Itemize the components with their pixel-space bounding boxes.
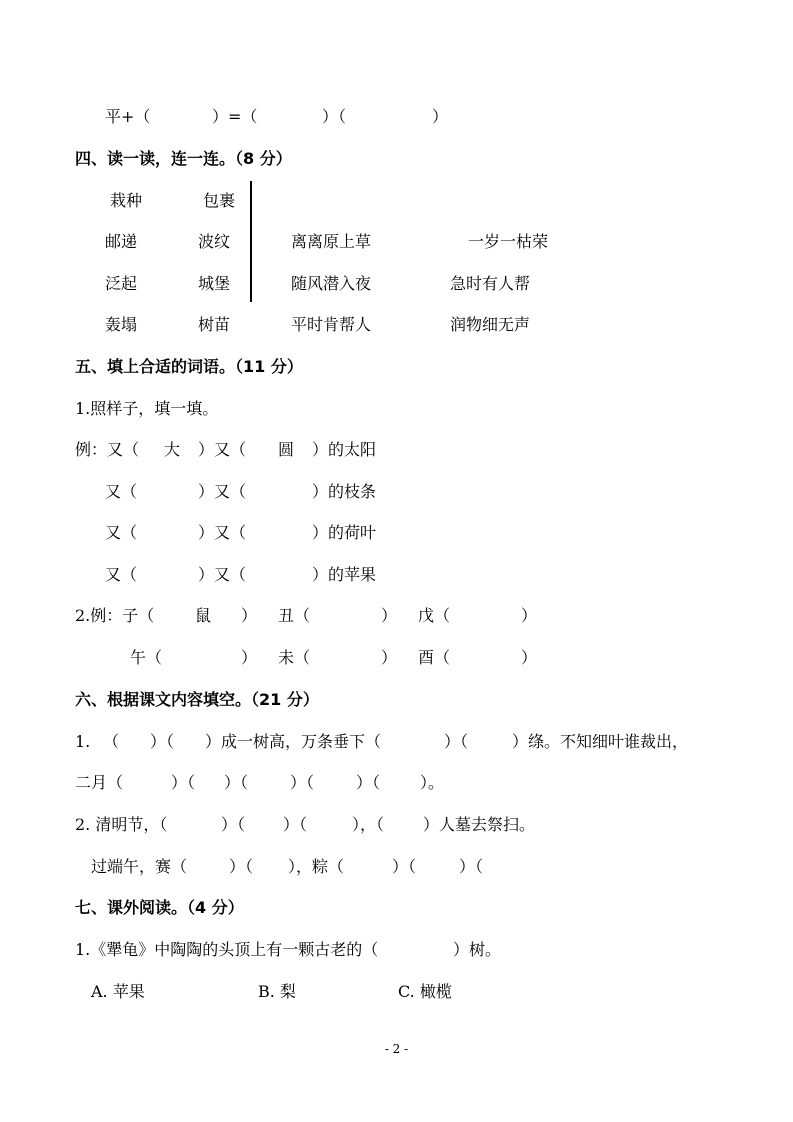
top-line-b: ）=（ [212, 107, 258, 126]
word-left-4: 轰塌 [105, 315, 138, 334]
example-3: ）又（ [198, 440, 247, 459]
s5-q2-6: 戊（ [418, 606, 451, 625]
s5-row-2-a: 又（ [105, 523, 138, 542]
poem-b-2: 急时有人帮 [450, 274, 531, 293]
s6-l1-3: ）（ [150, 732, 175, 751]
s5-q2b-1: 午（ [130, 648, 163, 667]
s5-row-1-b: ）又（ [198, 482, 247, 501]
word-left-1: 栽种 [110, 191, 143, 210]
s5-q2b-3: 未（ [278, 648, 311, 667]
s5-row-3-a: 又（ [105, 565, 138, 584]
s5-q2-1: 2.例：子（ [75, 606, 155, 625]
poem-a-1: 离离原上草 [291, 232, 372, 251]
option-a: A. 苹果 [91, 982, 145, 1001]
word-left-2: 邮递 [105, 232, 138, 251]
word-right-2: 波纹 [198, 232, 231, 251]
s5-q2-7: ） [521, 606, 538, 625]
s6-l2-5: ）（ [356, 773, 381, 792]
s6-l1-6: ）绦。不知细叶谁裁出， [512, 732, 689, 751]
poem-b-3: 润物细无声 [450, 315, 531, 334]
poem-a-2: 随风潜入夜 [291, 274, 372, 293]
divider-line [250, 181, 252, 302]
s6-l1-4: ）成一树高，万条垂下（ [205, 732, 382, 751]
s6-l3-1: 2. 清明节，（ [75, 815, 168, 834]
s6-l1-1: 1. [75, 732, 91, 751]
top-line-c: ）（ [322, 107, 347, 126]
poem-a-3: 平时肯帮人 [291, 315, 372, 334]
word-left-3: 泛起 [105, 274, 138, 293]
s6-l3-2: ）（ [221, 815, 246, 834]
section-6-heading: 六、根据课文内容填空。（21 分） [75, 690, 319, 709]
s5-q2b-5: 酉（ [418, 648, 451, 667]
s6-l4-2: ）（ [229, 857, 254, 876]
s6-l2-3: ）（ [224, 773, 249, 792]
word-right-4: 树苗 [198, 315, 231, 334]
s5-row-1-c: ）的枝条 [312, 482, 377, 501]
s6-l2-2: ）（ [171, 773, 196, 792]
s5-q2b-2: ） [241, 648, 258, 667]
s7-q1-b: ）树。 [453, 940, 502, 959]
s5-q2-5: ） [381, 606, 398, 625]
s6-l4-4: ）（ [392, 857, 417, 876]
s6-l2-1: 二月（ [75, 773, 124, 792]
s5-row-2-c: ）的荷叶 [312, 523, 377, 542]
s5-q1: 1.照样子，填一填。 [75, 399, 219, 418]
s5-row-3-b: ）又（ [198, 565, 247, 584]
top-line-d: ） [432, 107, 449, 126]
s5-q2-3: ） [241, 606, 258, 625]
s6-l1-5: ）（ [444, 732, 469, 751]
page-number: - 2 - [384, 1042, 409, 1056]
example-2: 大 [164, 440, 181, 459]
s7-q1-a: 1.《犟龟》中陶陶的头顶上有一颗古老的（ [75, 940, 379, 959]
section-4-heading: 四、读一读，连一连。（8 分） [75, 149, 292, 168]
s5-q2b-6: ） [521, 648, 538, 667]
example-1: 例：又（ [75, 440, 140, 459]
s5-row-2-b: ）又（ [198, 523, 247, 542]
option-b: B. 梨 [258, 982, 296, 1001]
s6-l4-3: ），粽（ [288, 857, 345, 876]
top-line-a: 平+（ [105, 107, 151, 126]
s6-l3-5: ）人墓去祭扫。 [423, 815, 536, 834]
poem-b-1: 一岁一枯荣 [468, 232, 549, 251]
s6-l4-5: ）（ [459, 857, 484, 876]
s5-q2-2: 鼠 [195, 606, 212, 625]
s6-l1-2: （ [103, 732, 120, 751]
s6-l3-4: ），（ [352, 815, 385, 834]
section-5-heading: 五、填上合适的词语。（11 分） [75, 357, 303, 376]
s6-l2-4: ）（ [290, 773, 315, 792]
s6-l2-6: ）。 [420, 773, 445, 792]
s5-row-1-a: 又（ [105, 482, 138, 501]
example-4: 圆 [278, 440, 295, 459]
word-right-1: 包裹 [203, 191, 236, 210]
s6-l4-1: 过端午，赛（ [91, 857, 188, 876]
word-right-3: 城堡 [198, 274, 231, 293]
option-c: C. 橄榄 [398, 982, 452, 1001]
section-7-heading: 七、课外阅读。（4 分） [75, 898, 244, 917]
s6-l3-3: ）（ [283, 815, 308, 834]
s5-row-3-c: ）的苹果 [312, 565, 377, 584]
s5-q2b-4: ） [381, 648, 398, 667]
example-5: ）的太阳 [312, 440, 377, 459]
s5-q2-4: 丑（ [278, 606, 311, 625]
